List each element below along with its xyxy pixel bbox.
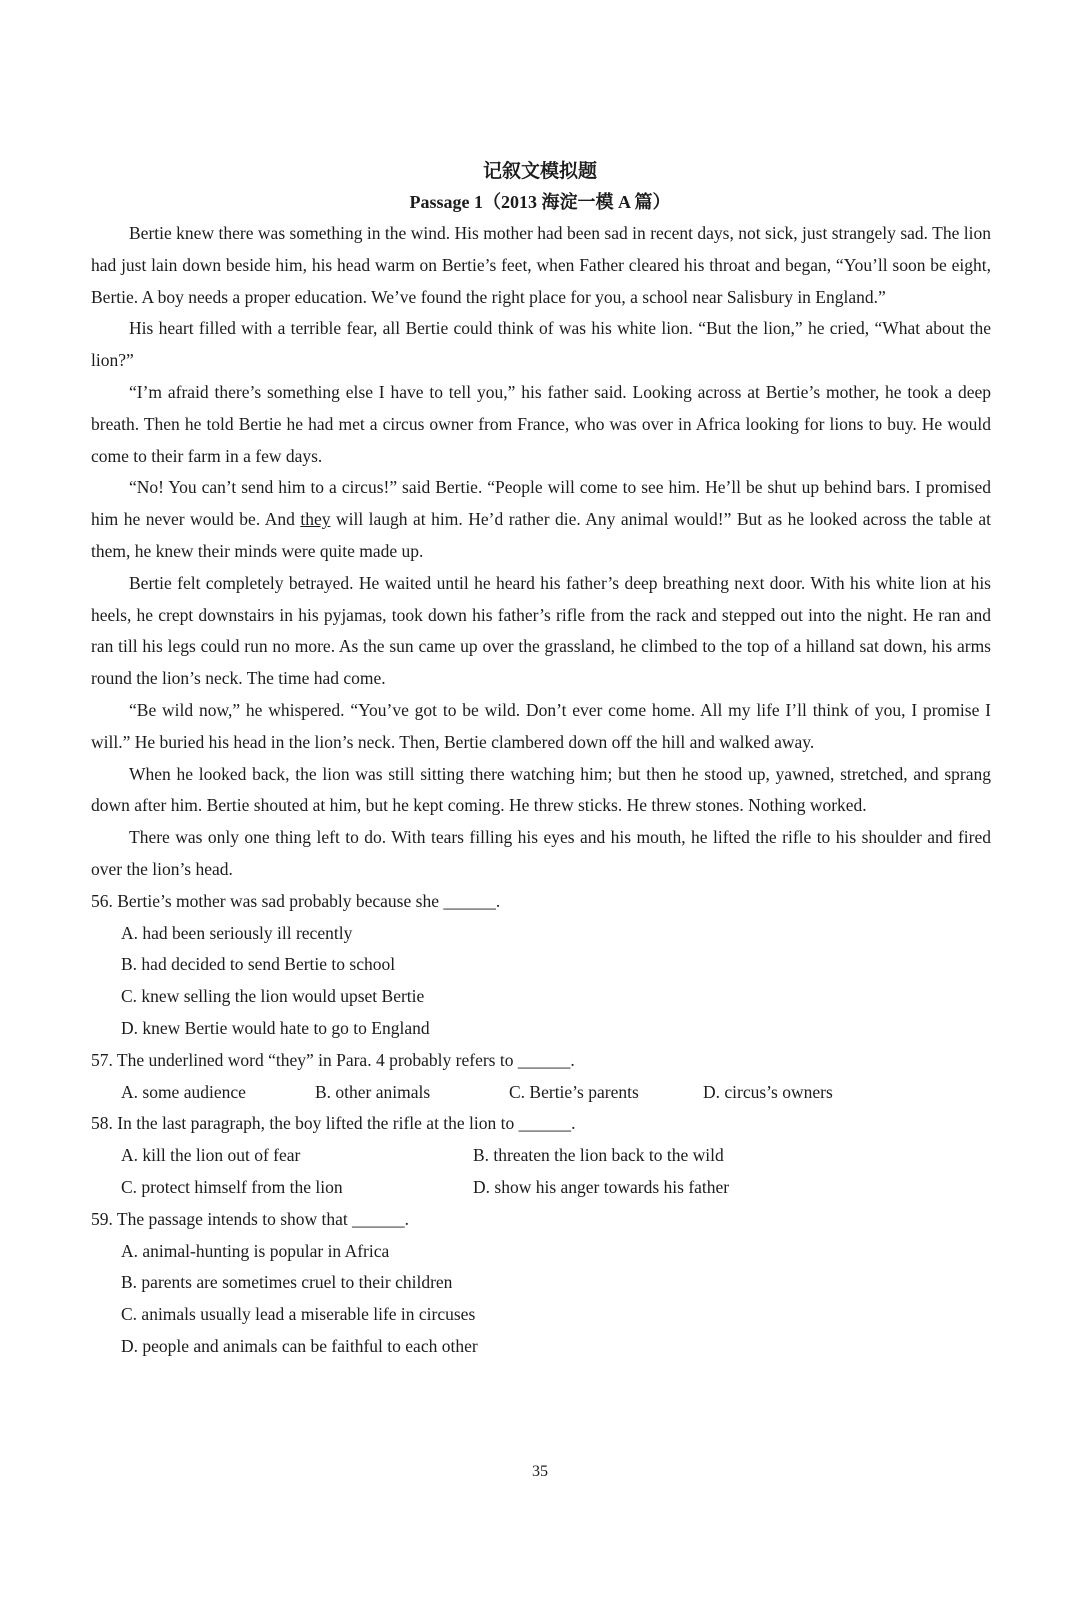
paragraph-2: His heart filled with a terrible fear, all Bertie could think of was his white lion. “But the lion,” he cried, “What about the lion?” (91, 318, 991, 371)
option-b: B. other animals (315, 1081, 431, 1102)
option-a: A. animal-hunting is popular in Africa (121, 1240, 390, 1261)
paragraph-5: Bertie felt completely betrayed. He waited until he heard his father’s deep breathing next door. With his white lion at his heels, he crept downstairs in his pyjamas, took down his father’s rifle from the rack and stepped out into the night. He ran and ran till his legs could run no more. As the sun came up over the grassland, he climbed to the top of a hilland sat down, his arms round the lion’s neck. The time had come. (91, 572, 991, 689)
question-stem: 56. Bertie’s mother was sad probably because she ______. (91, 890, 501, 911)
options-row (91, 1140, 991, 1172)
question-stem: 58. In the last paragraph, the boy lifted the rifle at the lion to ______. (91, 1113, 576, 1134)
passage-title: Passage 1（2013 海淀一模 A 篇） (409, 192, 671, 212)
question-59 (91, 1204, 991, 1363)
option-b: B. parents are sometimes cruel to their children (121, 1272, 453, 1293)
section-title: 记叙文模拟题 (482, 161, 597, 182)
question-stem: 59. The passage intends to show that ______. (91, 1208, 410, 1229)
paragraph-1: Bertie knew there was something in the wind. His mother had been sad in recent days, not sick, just strangely sad. The lion had just lain down beside him, his head warm on Bertie’s feet, when Father cleared his throat and began, “You’ll soon be eight, Bertie. A boy needs a proper education. We’ve found the right place for you, a school near Salisbury in England.” (91, 223, 991, 307)
paragraph-6: “Be wild now,” he whispered. “You’ve got to be wild. Don’t ever come home. All my life I’ll think of you, I promise I will.” He buried his head in the lion’s neck. Then, Bertie clambered down off the hill and walked away. (91, 699, 991, 752)
option-c: C. protect himself from the lion (121, 1176, 343, 1197)
option-c: C. knew selling the lion would upset Bertie (121, 986, 425, 1007)
options-row (91, 1077, 991, 1109)
paragraph-4 (91, 472, 991, 567)
option-b: B. had decided to send Bertie to school (121, 954, 396, 975)
option-c: C. animals usually lead a miserable life in circuses (121, 1304, 476, 1325)
paragraph-3: “I’m afraid there’s something else I have to tell you,” his father said. Looking across at Bertie’s mother, he took a deep breath. Then he told Bertie he had met a circus owner from France, who was over in Africa looking for lions to buy. He would come to their farm in a few days. (91, 381, 991, 466)
question-stem: 57. The underlined word “they” in Para. 4 probably refers to ______. (91, 1049, 575, 1070)
option-a: A. kill the lion out of fear (121, 1145, 301, 1166)
paragraph-7: When he looked back, the lion was still sitting there watching him; but then he stood up, yawned, stretched, and sprang down after him. Bertie shouted at him, but he kept coming. He threw sticks. He threw stones. Nothing worked. (91, 763, 991, 816)
question-57 (91, 1045, 991, 1109)
paragraph-4-part-1: “No! You can’t send him to a circus!” said Bertie. “People will come to see him. He’ll be shut up behind bars. I promised him he never would be. And (91, 477, 991, 530)
option-d: D. circus’s owners (703, 1081, 833, 1102)
question-56 (91, 886, 991, 1045)
question-58 (91, 1108, 991, 1203)
passage-body (91, 218, 991, 1363)
paragraph-8: There was only one thing left to do. With tears filling his eyes and his mouth, he lifted the rifle to his shoulder and fired over the lion’s head. (91, 827, 991, 879)
option-d: D. show his anger towards his father (473, 1176, 730, 1197)
option-d: D. knew Bertie would hate to go to England (121, 1017, 430, 1038)
paragraph-4-part-2: will laugh at him. He’d rather die. Any animal would!” But as he looked across the table at them, he knew their minds were quite made up. (91, 509, 991, 561)
option-a: A. had been seriously ill recently (121, 922, 353, 943)
option-b: B. threaten the lion back to the wild (473, 1145, 724, 1166)
option-a: A. some audience (121, 1081, 246, 1102)
option-d: D. people and animals can be faithful to each other (121, 1335, 478, 1356)
page-number: 35 (532, 1463, 548, 1480)
underlined-word: they (300, 509, 331, 530)
options-row (91, 1172, 991, 1204)
option-c: C. Bertie’s parents (509, 1081, 639, 1102)
